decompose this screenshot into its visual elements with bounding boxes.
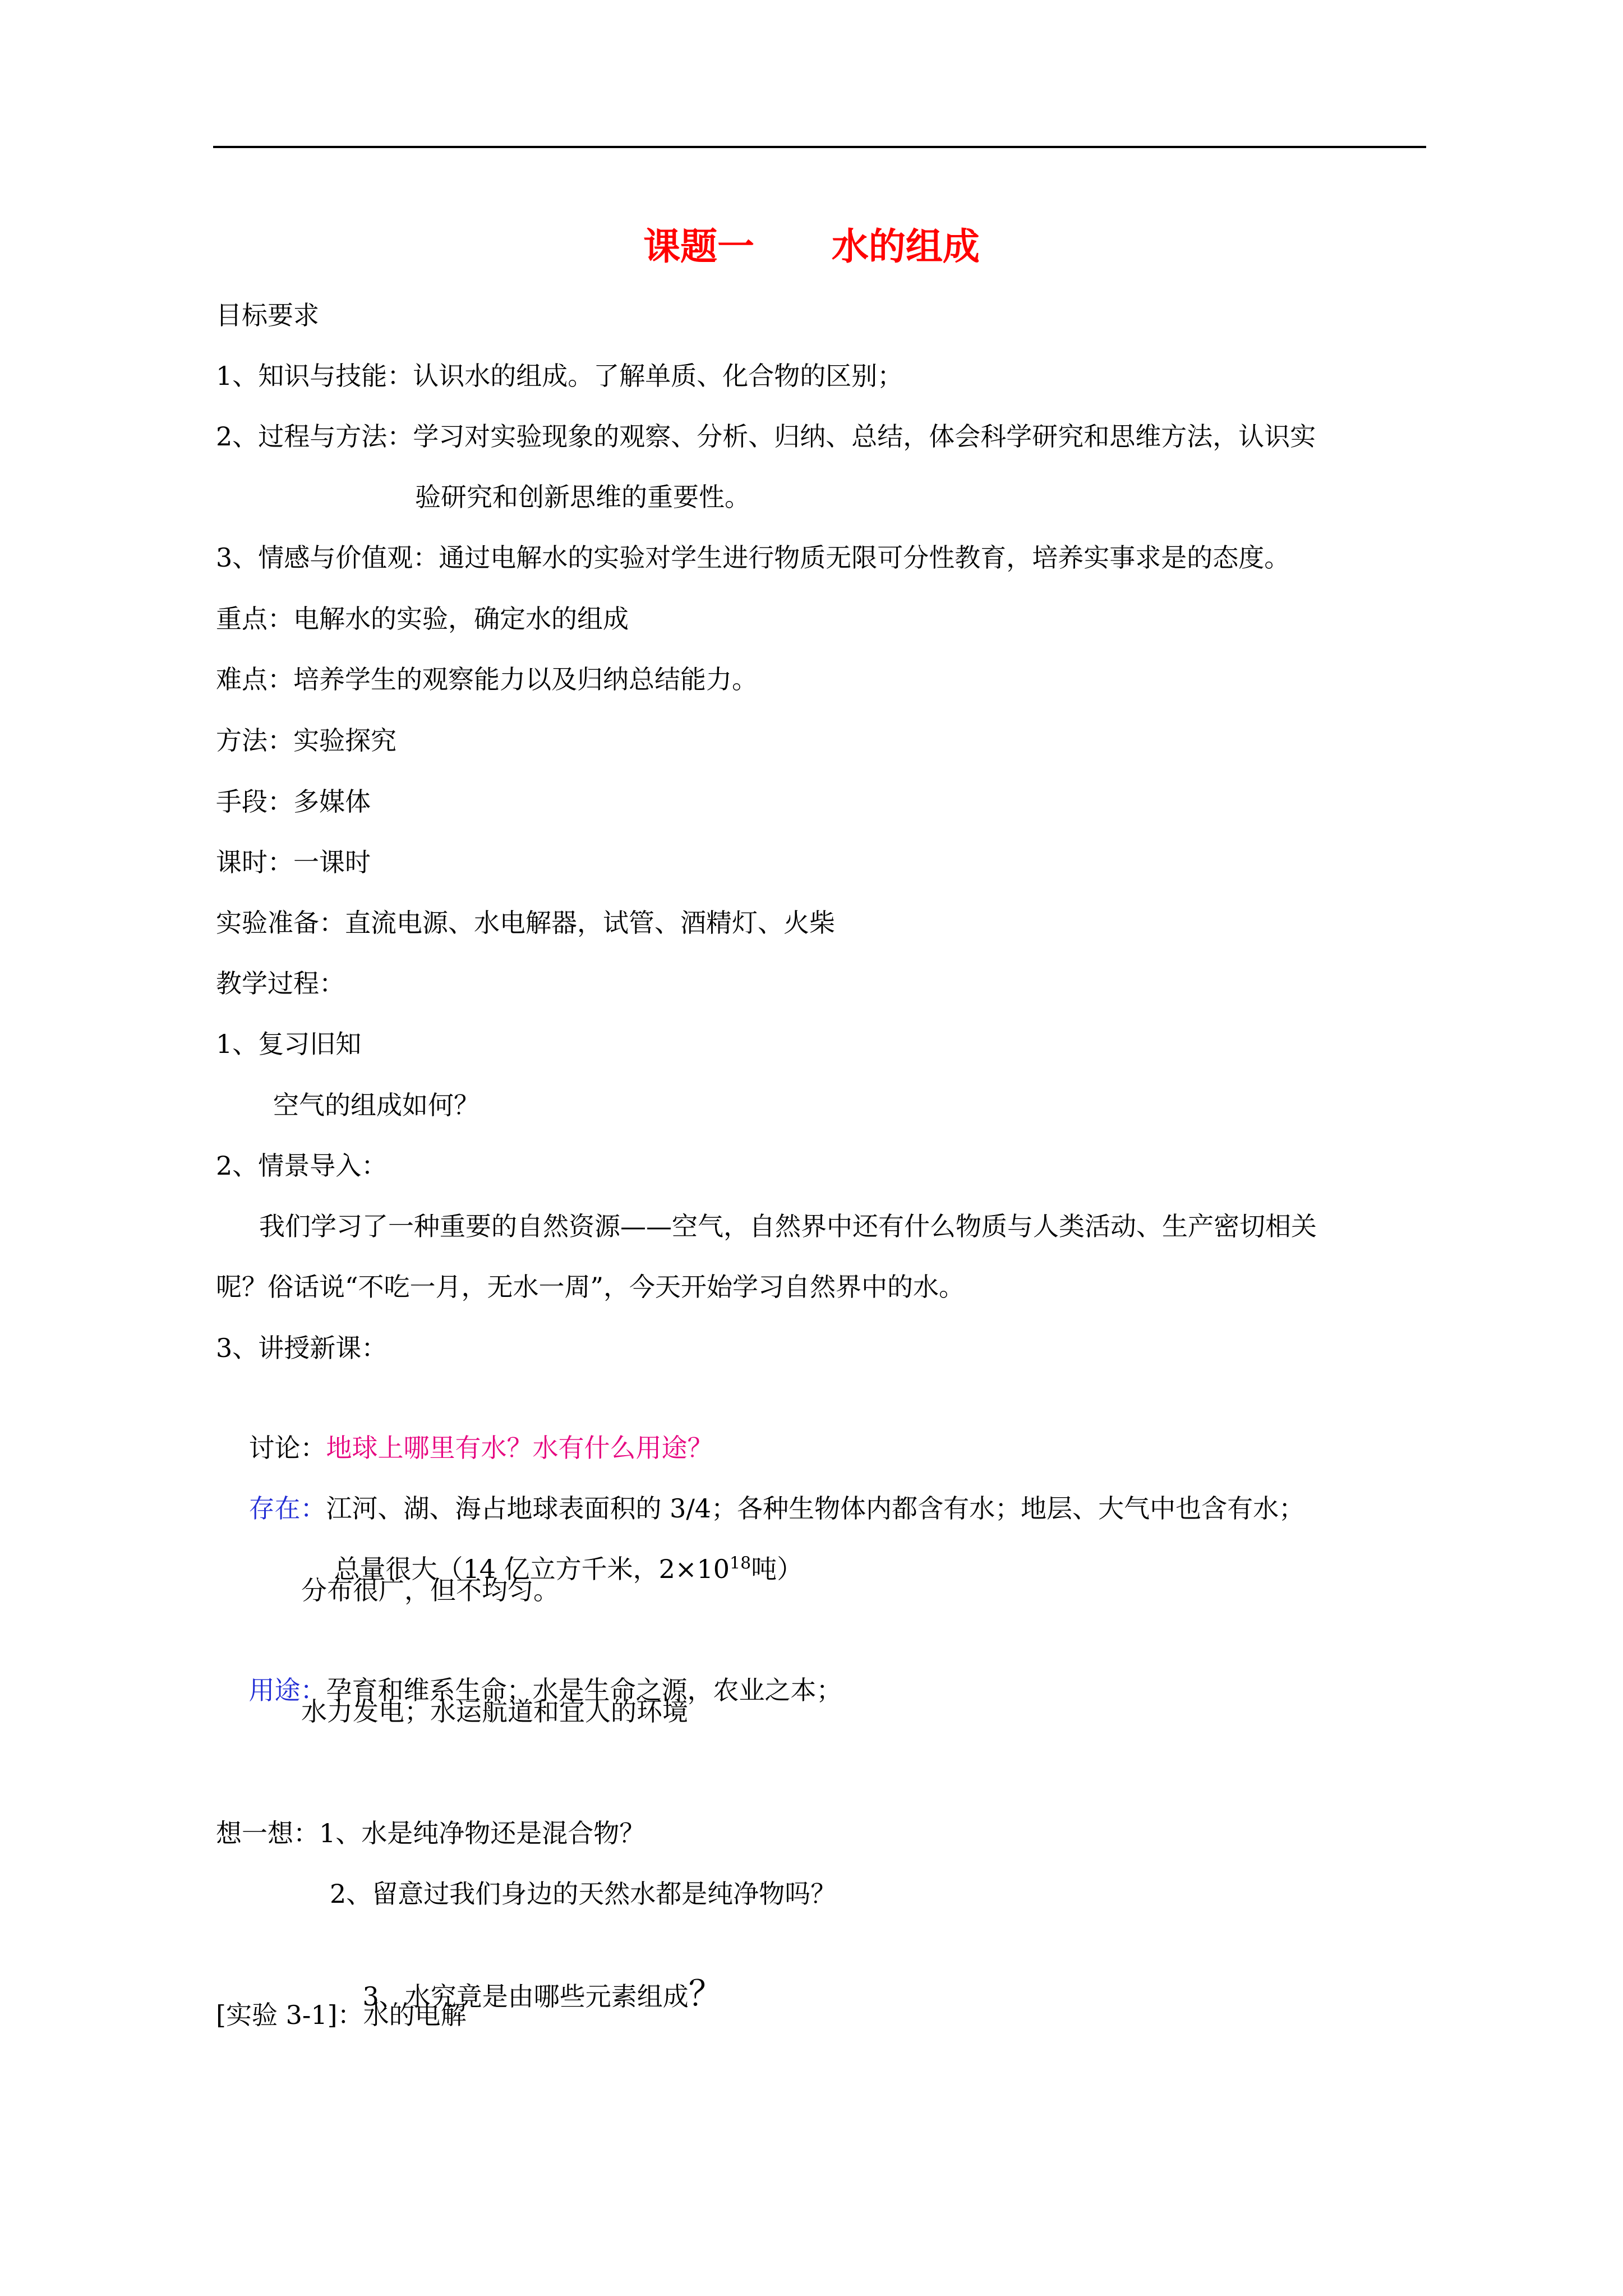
review-question: 空气的组成如何？ [273,1090,479,1120]
think-question-1: 想一想：1、水是纯净物还是混合物？ [216,1818,645,1848]
method-line: 方法：实验探究 [216,725,396,756]
total-amount-unit: 吨） [751,1554,803,1584]
goal-process: 2、过程与方法：学习对实验现象的观察、分析、归纳、总结，体会科学研究和思维方法，认识实 [216,421,1316,452]
experiment-heading: [实验 3-1]：水的电解 [216,2000,467,2030]
existence-text: 江河、湖、海占地球表面积的 3/4；各种生物体内都含有水；地层、大气中也含有水； [326,1493,1305,1524]
use-line-2: 水力发电；水运航道和宜人的环境 [301,1696,688,1727]
header-rule [213,146,1426,148]
goals-heading: 目标要求 [216,300,319,330]
distribution-line: 分布很广，但不均匀。 [301,1575,559,1605]
means-line: 手段：多媒体 [216,786,371,817]
discussion-question: 地球上哪里有水？水有什么用途？ [326,1433,713,1463]
think-question-3-mark: ？ [688,1973,723,2014]
use-label: 用途： [248,1675,326,1705]
lesson-title: 课题一 水的组成 [643,225,980,268]
intro-paragraph-2: 呢？俗话说“不吃一月，无水一周”，今天开始学习自然界中的水。 [216,1272,965,1302]
step-review: 1、复习旧知 [216,1029,362,1059]
step-intro: 2、情景导入： [216,1151,388,1181]
exponent: 18 [730,1553,751,1573]
think-question-3-text: 3、水究竟是由哪些元素组成 [362,1981,689,2012]
difficult-point: 难点：培养学生的观察能力以及归纳总结能力。 [216,664,758,694]
total-amount-text: 总量很大（14 亿立方千米，2×10 [334,1554,730,1584]
process-heading: 教学过程： [216,968,345,999]
goal-knowledge: 1、知识与技能：认识水的组成。了解单质、化合物的区别； [216,361,903,391]
think-question-2: 2、留意过我们身边的天然水都是纯净物吗？ [330,1879,837,1909]
step-new-lesson: 3、讲授新课： [216,1333,388,1363]
use-text: 孕育和维系生命；水是生命之源，农业之本； [326,1675,842,1705]
intro-paragraph-1: 我们学习了一种重要的自然资源——空气，自然界中还有什么物质与人类活动、生产密切相关 [259,1211,1317,1241]
use-line [216,1631,842,1749]
total-amount-line [301,1510,803,1628]
key-point: 重点：电解水的实验，确定水的组成 [216,604,629,634]
prep-line: 实验准备：直流电源、水电解器，试管、酒精灯、火柴 [216,908,835,938]
existence-label: 存在： [248,1493,326,1524]
goal-process-continued: 验研究和创新思维的重要性。 [415,482,750,512]
period-line: 课时：一课时 [216,847,371,877]
discussion-label: 讨论： [248,1433,326,1463]
goal-emotion: 3、情感与价值观：通过电解水的实验对学生进行物质无限可分性教育，培养实事求是的态度。 [216,542,1290,573]
